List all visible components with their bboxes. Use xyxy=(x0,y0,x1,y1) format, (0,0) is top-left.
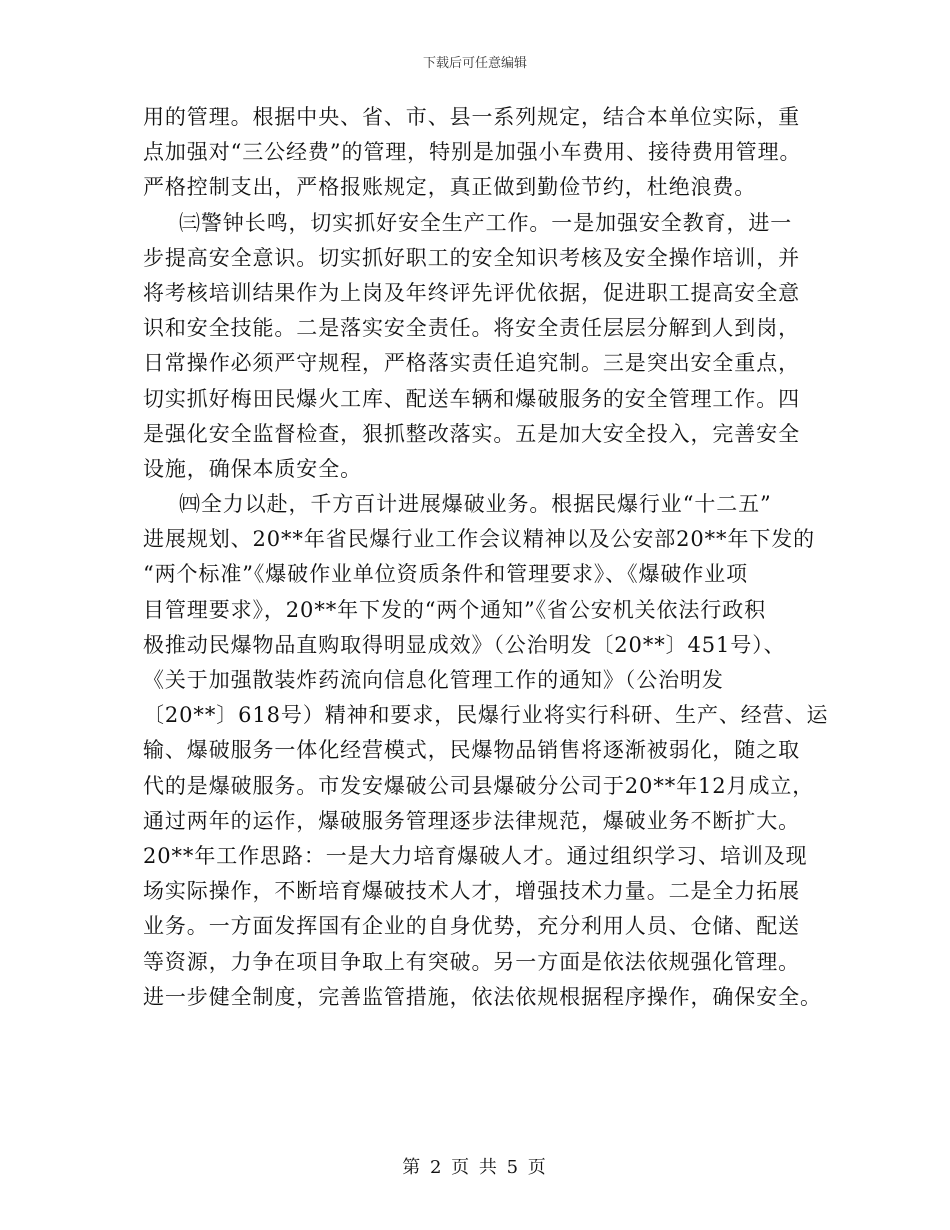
body-line: 进一步健全制度，完善监管措施，依法依规根据程序操作，确保安全。 xyxy=(143,984,822,1009)
body-line: 目管理要求》，20**年下发的“两个通知”《省公安机关依法行政积 xyxy=(143,597,766,622)
body-line: 业务。一方面发挥国有企业的自身优势，充分利用人员、仓储、配送 xyxy=(143,914,800,939)
body-line: 用的管理。根据中央、省、市、县一系列规定，结合本单位实际，重 xyxy=(143,105,800,129)
body-line: 步提高安全意识。切实抓好职工的安全知识考核及安全操作培训，并 xyxy=(143,245,800,270)
body-line: 场实际操作，不断培育爆破技术人才，增强技术力量。二是全力拓展 xyxy=(143,879,800,904)
body-line: 识和安全技能。二是落实安全责任。将安全责任层层分解到人到岗， xyxy=(143,316,800,341)
body-line: 输、爆破服务一体化经营模式，民爆物品销售将逐渐被弱化，随之取 xyxy=(143,738,800,763)
body-line: 日常操作必须严守规程，严格落实责任追究制。三是突出安全重点， xyxy=(143,351,800,376)
body-line: 代的是爆破服务。市发安爆破公司县爆破分公司于20**年12月成立， xyxy=(143,773,815,798)
body-line: 极推动民爆物品直购取得明显成效》（公治明发〔20**〕451号）、 xyxy=(143,632,786,657)
body-line: 通过两年的运作，爆破服务管理逐步法律规范，爆破业务不断扩大。 xyxy=(143,808,800,833)
body-line: 严格控制支出，严格报账规定，真正做到勤俭节约，杜绝浪费。 xyxy=(143,175,757,200)
body-line: 《关于加强散装炸药流向信息化管理工作的通知》（公治明发 xyxy=(143,668,724,692)
body-line: 等资源，力争在项目争取上有突破。另一方面是依法依规强化管理。 xyxy=(143,949,800,974)
body-line: 是强化安全监督检查，狠抓整改落实。五是加大安全投入，完善安全 xyxy=(143,421,800,446)
page-header: 下载后可任意编辑 xyxy=(422,56,527,71)
paragraph-start-line: ㈣全力以赴，千方百计进展爆破业务。根据民爆行业“十二五” xyxy=(179,492,772,517)
paragraph-start-line: ㈢警钟长鸣，切实抓好安全生产工作。一是加强安全教育，进一 xyxy=(179,210,793,235)
body-line: 20**年工作思路：一是大力培育爆破人才。通过组织学习、培训及现 xyxy=(143,843,808,868)
document-body xyxy=(143,100,829,1015)
body-line: “两个标准”《爆破作业单位资质条件和管理要求》、《爆破作业项 xyxy=(143,562,748,587)
body-line: 点加强对“三公经费”的管理，特别是加强小车费用、接待费用管理。 xyxy=(143,140,802,165)
page-number: 第 2 页 共 5 页 xyxy=(402,1157,548,1178)
body-line: 切实抓好梅田民爆火工库、配送车辆和爆破服务的安全管理工作。四 xyxy=(143,386,800,411)
body-line: 〔20**〕618号）精神和要求，民爆行业将实行科研、生产、经营、运 xyxy=(143,703,829,728)
body-line: 将考核培训结果作为上岗及年终评先评优依据，促进职工提高安全意 xyxy=(143,280,800,305)
body-line: 进展规划、20**年省民爆行业工作会议精神以及公安部20**年下发的 xyxy=(143,527,816,552)
body-line: 设施，确保本质安全。 xyxy=(143,456,362,481)
